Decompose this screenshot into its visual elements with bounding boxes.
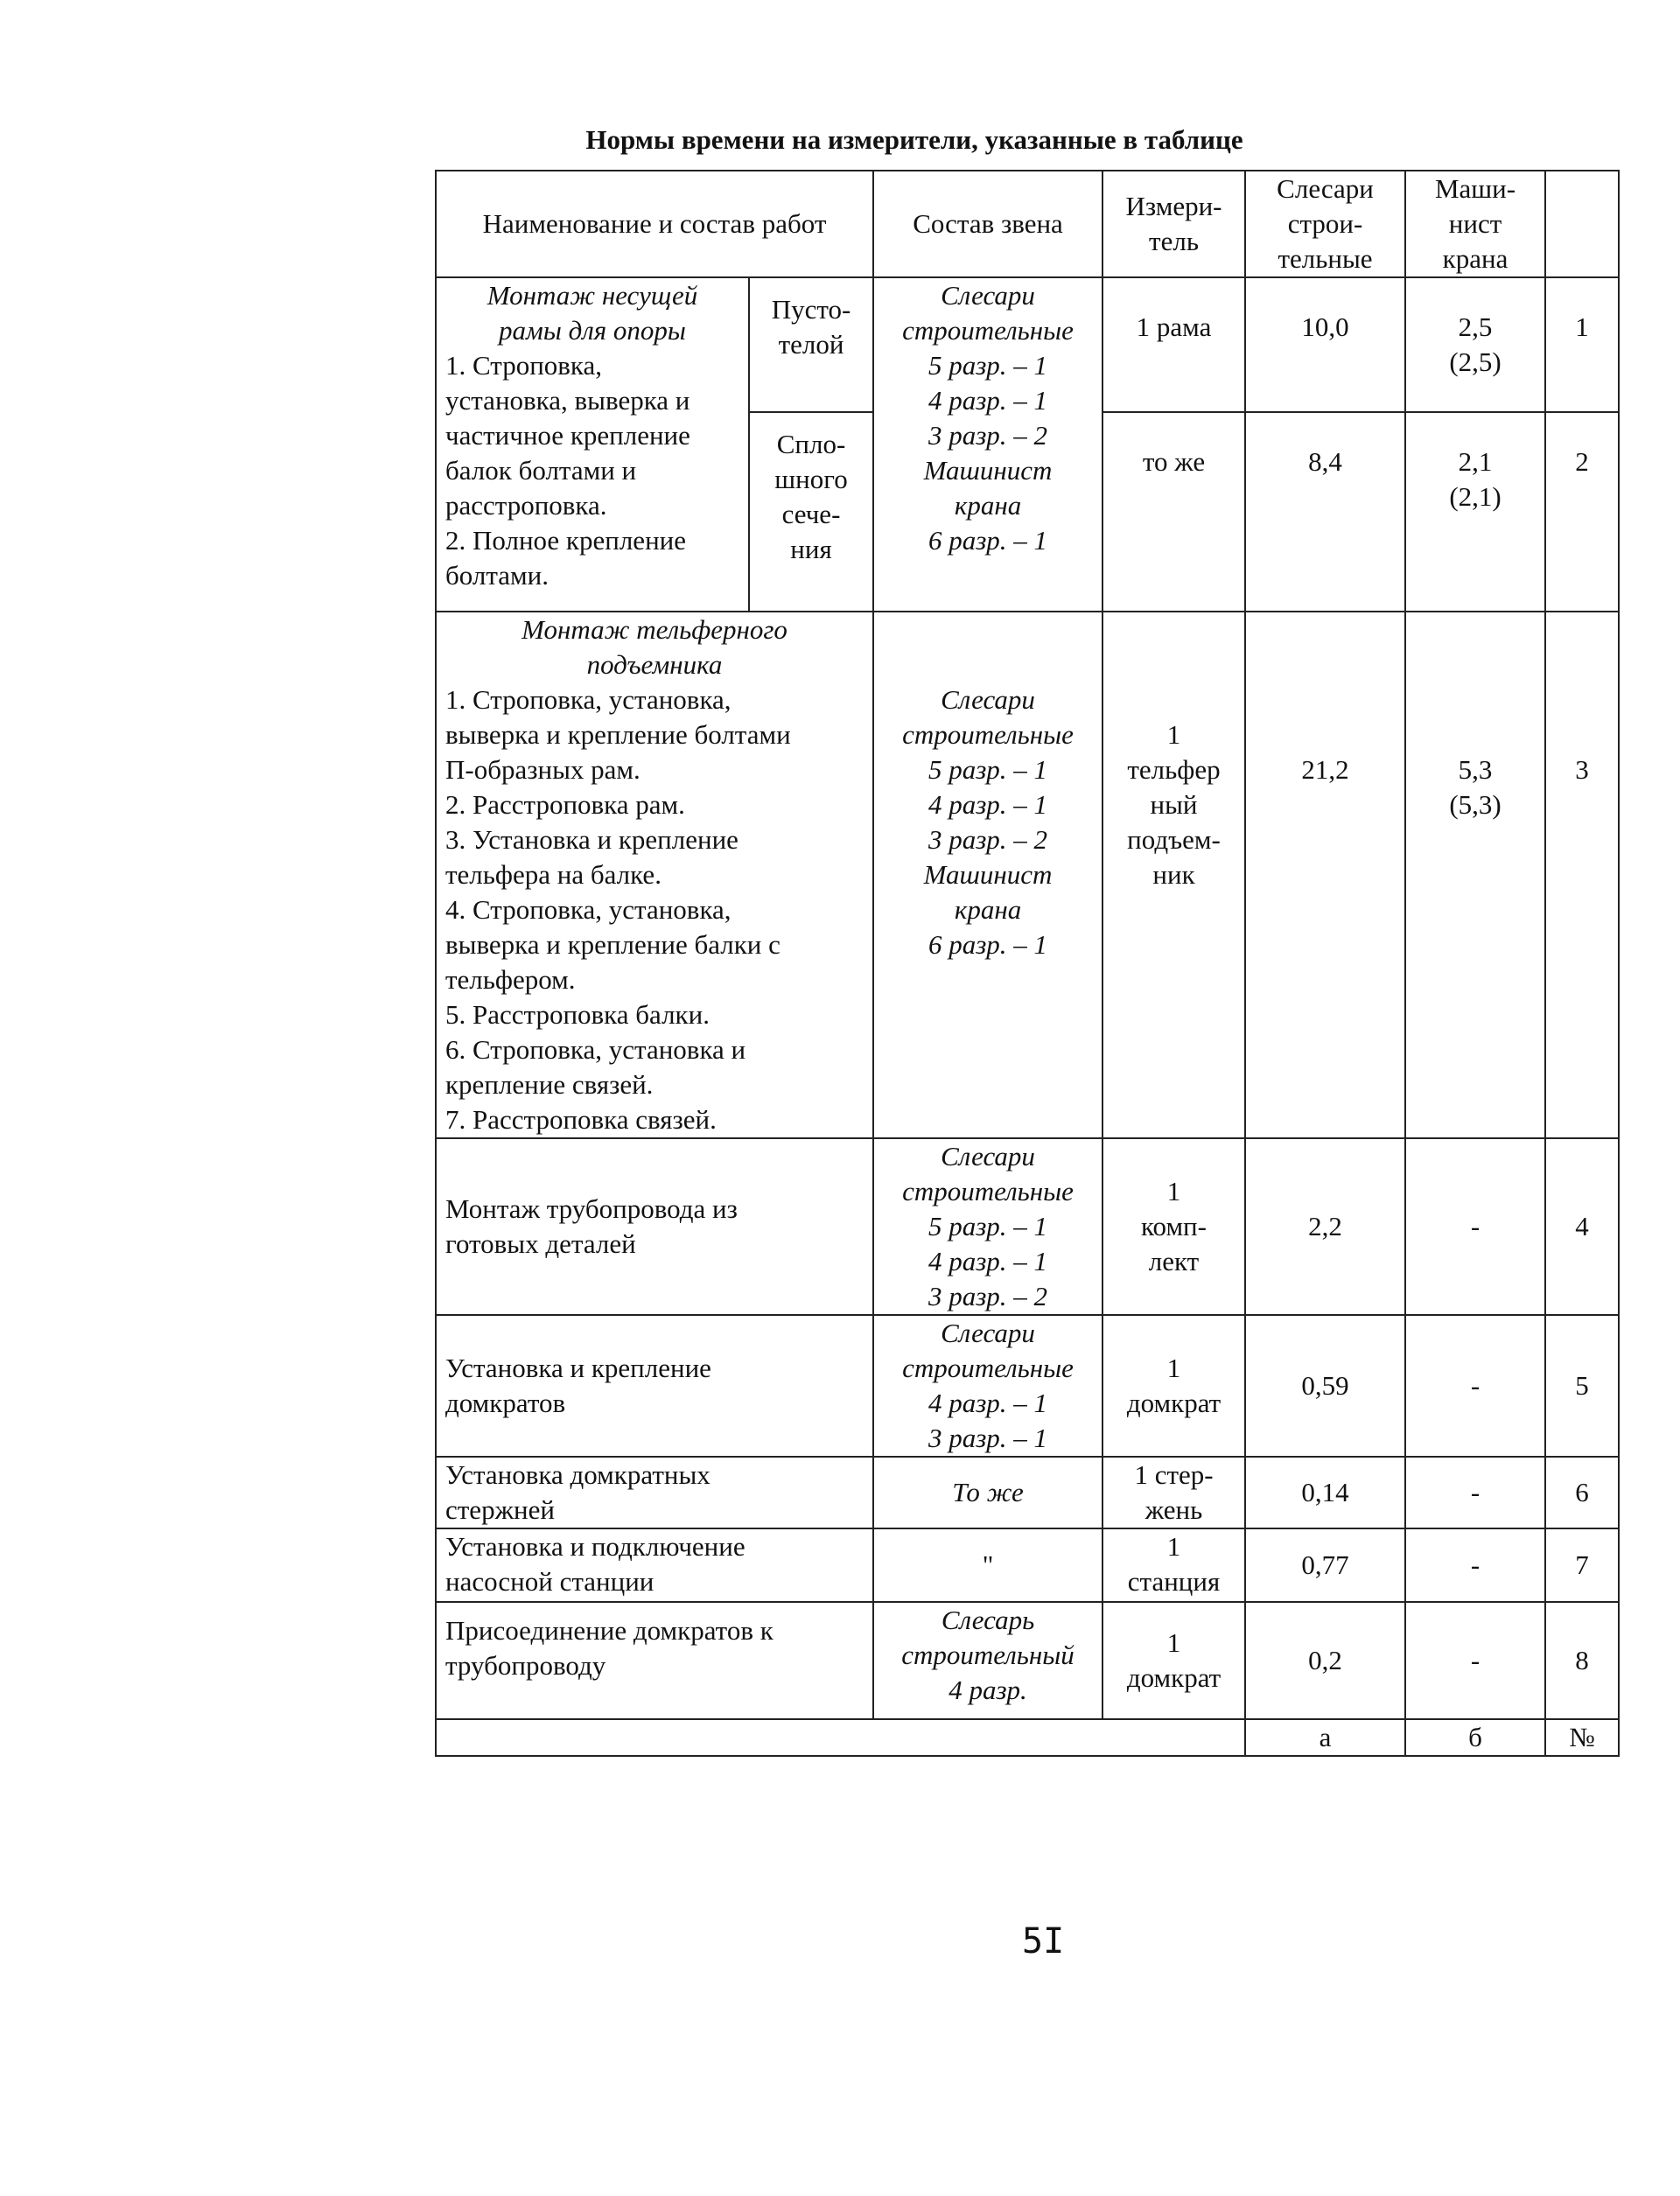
- table-row: [436, 1138, 1619, 1315]
- fitters-norm: 0,59: [1245, 1315, 1405, 1457]
- work-description: Присоединение домкратов к трубопроводу: [436, 1602, 873, 1719]
- footer-col-number: №: [1545, 1719, 1619, 1756]
- header-row: [436, 171, 1619, 277]
- crew-composition: Слесари строительные 5 разр. – 1 4 разр. – 1 3 разр. – 2 Машинист крана 6 разр. – 1: [873, 277, 1102, 612]
- work-description: Монтаж трубопровода из готовых деталей: [436, 1138, 873, 1315]
- work-description: Установка и подключение насосной станции: [436, 1528, 873, 1602]
- row-number: 1: [1545, 277, 1619, 412]
- crane-norm: -: [1405, 1138, 1545, 1315]
- header-unit: Измери- тель: [1102, 171, 1245, 277]
- unit-cell: 1 рама: [1102, 277, 1245, 412]
- crane-norm: -: [1405, 1315, 1545, 1457]
- table-row: [436, 612, 1619, 1138]
- fitters-norm: 10,0: [1245, 277, 1405, 412]
- work-description: Установка домкратных стержней: [436, 1457, 873, 1528]
- header-fitters: Слесари строи- тельные: [1245, 171, 1405, 277]
- table-title: Нормы времени на измерители, указанные в таблице: [585, 124, 1243, 155]
- work-description: Монтаж несущей рамы для опоры 1. Строповка, установка, выверка и частичное крепление балок болтами и расстроповка. 2. Полное крепление болтами.: [436, 277, 749, 612]
- fitters-norm: 2,2: [1245, 1138, 1405, 1315]
- footer-col-b: б: [1405, 1719, 1545, 1756]
- unit-cell: 1 станция: [1102, 1528, 1245, 1602]
- row-number: 7: [1545, 1528, 1619, 1602]
- fitters-norm: 0,14: [1245, 1457, 1405, 1528]
- table-row: [436, 1528, 1619, 1602]
- row-number: 2: [1545, 412, 1619, 612]
- unit-cell: 1 домкрат: [1102, 1602, 1245, 1719]
- crane-norm: -: [1405, 1602, 1545, 1719]
- footer-col-a: а: [1245, 1719, 1405, 1756]
- crane-norm: 5,3 (5,3): [1405, 612, 1545, 1138]
- crane-norm: 2,1 (2,1): [1405, 412, 1545, 612]
- row-number: 8: [1545, 1602, 1619, 1719]
- header-number: [1545, 171, 1619, 277]
- section-type: Спло- шного сече- ния: [749, 412, 873, 612]
- unit-cell: 1 домкрат: [1102, 1315, 1245, 1457]
- crew-composition: ": [873, 1528, 1102, 1602]
- footer-row: [436, 1719, 1619, 1756]
- crane-norm: -: [1405, 1457, 1545, 1528]
- footer-empty: [436, 1719, 1245, 1756]
- fitters-norm: 21,2: [1245, 612, 1405, 1138]
- norms-table: [435, 170, 1620, 1757]
- header-works: Наименование и состав работ: [436, 171, 873, 277]
- row-number: 4: [1545, 1138, 1619, 1315]
- unit-cell: 1 стер- жень: [1102, 1457, 1245, 1528]
- table-row: [436, 1602, 1619, 1719]
- crew-composition: Слесари строительные 5 разр. – 1 4 разр. – 1 3 разр. – 2: [873, 1138, 1102, 1315]
- row-number: 3: [1545, 612, 1619, 1138]
- table-row: [436, 1315, 1619, 1457]
- row-number: 6: [1545, 1457, 1619, 1528]
- table-row: [436, 277, 1619, 412]
- work-description: Монтаж тельферного подъемника 1. Строповка, установка, выверка и крепление болтами П-образных рам. 2. Расстроповка рам. 3. Установка и крепление тельфера на балке. 4. Строповка, установка, выверка и крепление балки с тельфером. 5. Расстроповка балки. 6. Строповка, установка и крепление связей. 7. Расстроповка связей.: [436, 612, 873, 1138]
- work-description: Установка и крепление домкратов: [436, 1315, 873, 1457]
- row-number: 5: [1545, 1315, 1619, 1457]
- crew-composition: Слесарь строительный 4 разр.: [873, 1602, 1102, 1719]
- header-crane: Маши- нист крана: [1405, 171, 1545, 277]
- section-type: Пусто- телой: [749, 277, 873, 412]
- page-number: 5I: [1022, 1921, 1065, 1962]
- crane-norm: -: [1405, 1528, 1545, 1602]
- crew-composition: Слесари строительные 5 разр. – 1 4 разр. – 1 3 разр. – 2 Машинист крана 6 разр. – 1: [873, 612, 1102, 1138]
- unit-cell: 1 тельфер ный подъем- ник: [1102, 612, 1245, 1138]
- fitters-norm: 8,4: [1245, 412, 1405, 612]
- unit-cell: 1 комп- лект: [1102, 1138, 1245, 1315]
- header-crew: Состав звена: [873, 171, 1102, 277]
- table-row: [436, 1457, 1619, 1528]
- fitters-norm: 0,77: [1245, 1528, 1405, 1602]
- crane-norm: 2,5 (2,5): [1405, 277, 1545, 412]
- crew-composition: Слесари строительные 4 разр. – 1 3 разр. – 1: [873, 1315, 1102, 1457]
- unit-cell: то же: [1102, 412, 1245, 612]
- fitters-norm: 0,2: [1245, 1602, 1405, 1719]
- crew-composition: То же: [873, 1457, 1102, 1528]
